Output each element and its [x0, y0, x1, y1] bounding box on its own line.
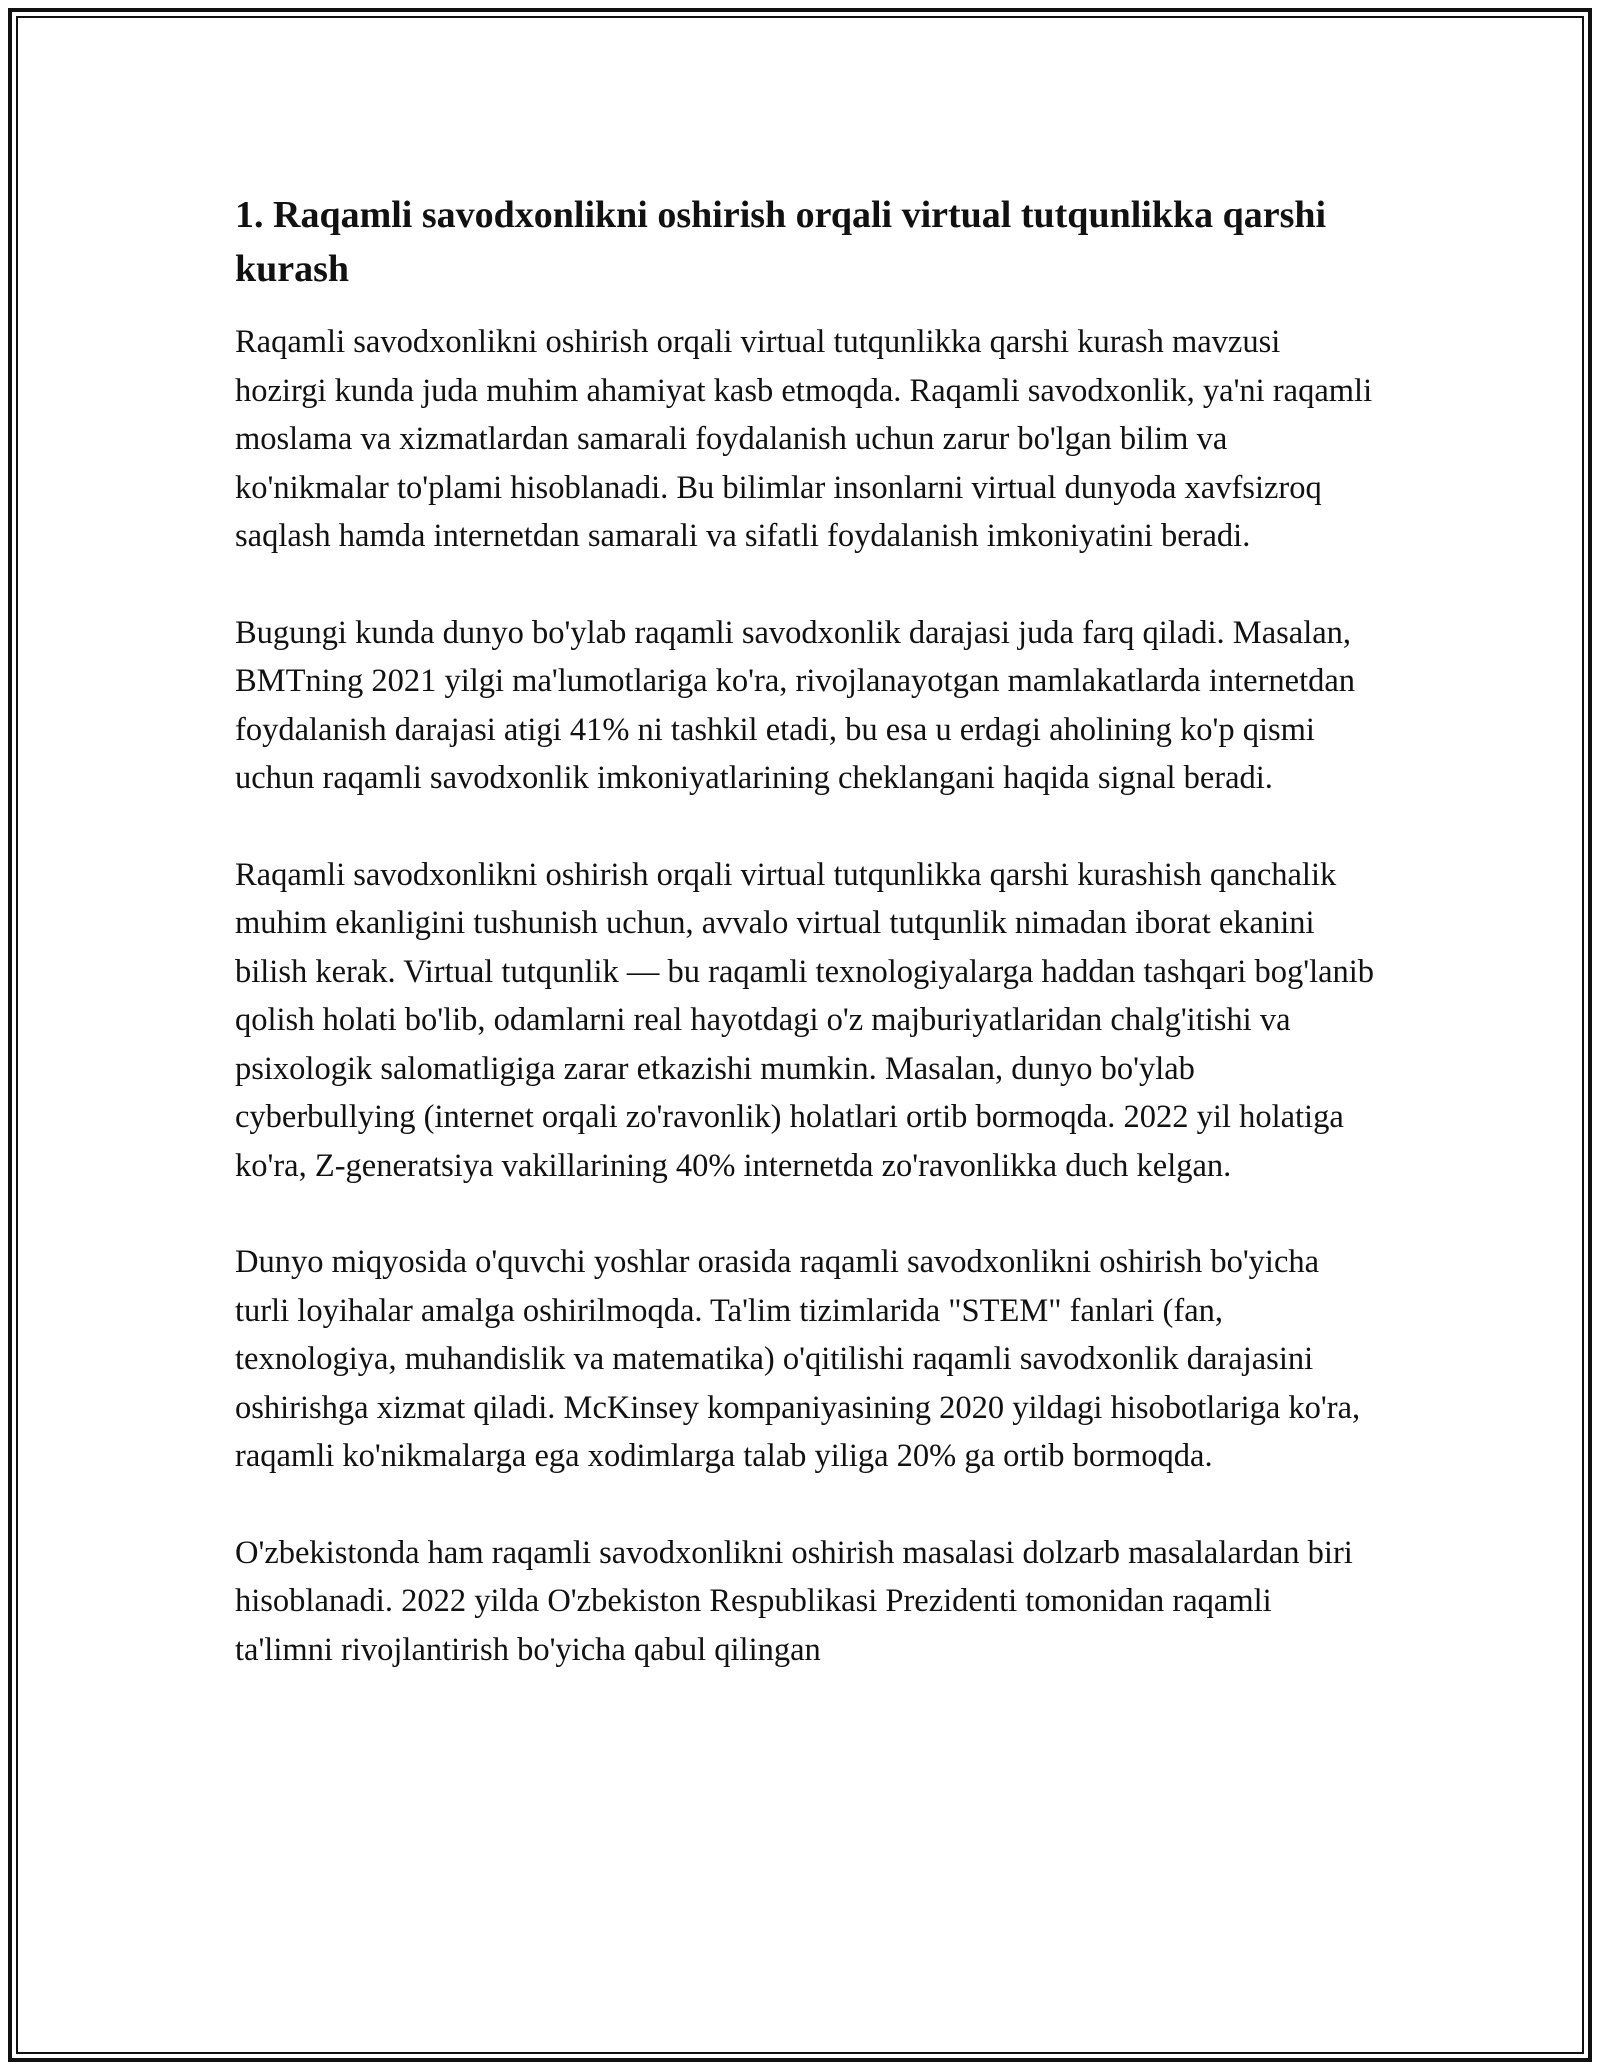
document-body [235, 188, 1375, 1722]
paragraph-1: Raqamli savodxonlikni oshirish orqali virtual tutqunlikka qarshi kurash mavzusi hozirgi kunda juda muhim ahamiyat kasb etmoqda. Raqamli savodxonlik, ya'ni raqamli moslama va xizmatlardan samarali foydalanish uchun zarur bo'lgan bilim va ko'nikmalar to'plami hisoblanadi. Bu bilimlar insonlarni virtual dunyoda xavfsizroq saqlash hamda internetdan samarali va sifatli foydalanish imkoniyatini beradi. [235, 324, 1373, 554]
paragraph-5: O'zbekistonda ham raqamli savodxonlikni oshirish masalasi dolzarb masalalardan biri hisoblanadi. 2022 yilda O'zbekiston Respublikasi Prezidenti tomonidan raqamli ta'limni rivojlantirish bo'yicha qabul qilingan [235, 1534, 1353, 1668]
paragraph-2: Bugungi kunda dunyo bo'ylab raqamli savodxonlik darajasi juda farq qiladi. Masalan, BMTning 2021 yilgi ma'lumotlariga ko'ra, rivojlanayotgan mamlakatlarda internetdan foydalanish darajasi atigi 41% ni tashkil etadi, bu esa u erdagi aholining ko'p qismi uchun raqamli savodxonlik imkoniyatlarining cheklangani haqida signal beradi. [235, 614, 1356, 796]
document-title: 1. Raqamli savodxonlikni oshirish orqali virtual tutqunlikka qarshi kurash [235, 194, 1327, 290]
paragraph-3: Raqamli savodxonlikni oshirish orqali virtual tutqunlikka qarshi kurashish qanchalik muhim ekanligini tushunish uchun, avvalo virtual tutqunlik nimadan iborat ekanini bilish kerak. Virtual tutqunlik — bu raqamli texnologiyalarga haddan tashqari bog'lanib qolish holati bo'lib, odamlarni real hayotdagi o'z majburiyatlaridan chalg'itishi va psixologik salomatligiga zarar etkazishi mumkin. Masalan, dunyo bo'ylab cyberbullying (internet orqali zo'ravonlik) holatlari ortib bormoqda. 2022 yil holatiga ko'ra, Z-generatsiya vakillarining 40% internetda zo'ravonlikka duch kelgan. [235, 856, 1375, 1184]
paragraph-4: Dunyo miqyosida o'quvchi yoshlar orasida raqamli savodxonlikni oshirish bo'yicha turli loyihalar amalga oshirilmoqda. Ta'lim tizimlarida "STEM" fanlari (fan, texnologiya, muhandislik va matematika) o'qitilishi raqamli savodxonlik darajasini oshirishga xizmat qiladi. McKinsey kompaniyasining 2020 yildagi hisobotlariga ko'ra, raqamli ko'nikmalarga ega xodimlarga talab yiliga 20% ga ortib bormoqda. [235, 1244, 1361, 1474]
